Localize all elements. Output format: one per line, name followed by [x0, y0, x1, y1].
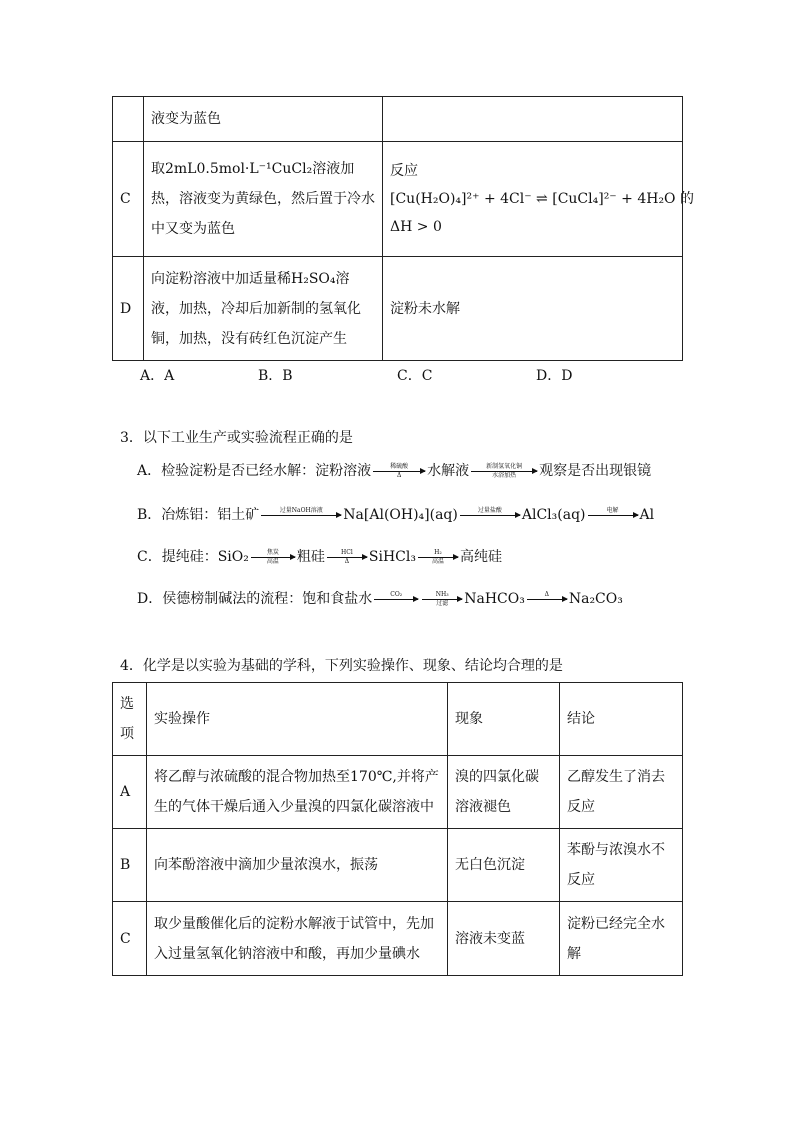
option-cell: D	[113, 257, 144, 361]
enthalpy-condition: ΔH > 0	[390, 219, 442, 235]
q4-table	[112, 682, 683, 976]
q2-table	[112, 96, 694, 361]
option-text: A．检验淀粉是否已经水解：淀粉溶液	[137, 463, 372, 479]
arrow-label-above: 焦炭	[266, 548, 279, 556]
reaction-arrow	[460, 507, 520, 524]
arrow-label-below: Δ	[396, 471, 402, 479]
reaction-arrow	[471, 463, 537, 480]
option-cell: B	[113, 829, 147, 902]
operation-cell: 将乙醇与浓硫酸的混合物加热至170℃,并将产生的气体干燥后通入少量溴的四氯化碳溶液中	[147, 756, 448, 829]
header-phenomenon: 现象	[448, 683, 560, 756]
arrow-label-below	[460, 516, 520, 524]
choice-a[interactable]: A．A	[140, 368, 175, 384]
arrow-label-above: 新制氢氧化铜	[486, 462, 523, 470]
conclusion-line: 反应	[390, 163, 418, 179]
header-option: 选项	[113, 683, 147, 756]
operation-cell: 取少量酸催化后的淀粉水解液于试管中，先加入过量氢氧化钠溶液中和酸，再加少量碘水	[147, 902, 448, 976]
phenomenon-cell: 无白色沉淀	[448, 829, 560, 902]
equilibrium-equation: [Cu(H₂O)₄]²⁺ + 4Cl⁻ ⇌ [CuCl₄]²⁻ + 4H₂O 的	[390, 191, 694, 207]
arrow-label-below: 水浴加热	[492, 471, 517, 479]
option-cell	[113, 97, 144, 142]
table-row	[113, 756, 683, 829]
reaction-arrow	[261, 507, 341, 524]
option-text: C．提纯硅：SiO₂	[137, 549, 249, 565]
choice-c[interactable]: C．C	[397, 368, 433, 384]
option-cell: A	[113, 756, 147, 829]
arrow-label-above: H₂	[434, 548, 442, 556]
arrow-label-above: Δ	[544, 590, 550, 598]
arrow-label-above: 过量NaOH溶液	[279, 506, 323, 514]
option-text: NaHCO₃	[464, 591, 525, 607]
option-text: Na[Al(OH)₄](aq)	[343, 507, 458, 523]
table-row	[113, 829, 683, 902]
arrow-label-above: CO₂	[390, 590, 403, 598]
conclusion-cell: 乙醇发生了消去反应	[560, 756, 683, 829]
arrow-label-below	[374, 600, 418, 608]
phenomenon-cell: 溶液未变蓝	[448, 902, 560, 976]
conclusion-cell: 苯酚与浓溴水不反应	[560, 829, 683, 902]
reaction-arrow	[588, 507, 638, 524]
reaction-arrow	[373, 463, 425, 480]
option-text: 高纯硅	[459, 549, 502, 565]
reaction-arrow	[422, 591, 462, 608]
header-conclusion: 结论	[560, 683, 683, 756]
conclusion-cell: 淀粉未水解	[383, 257, 683, 361]
arrow-label-below	[261, 516, 341, 524]
q3-option-d[interactable]	[137, 589, 623, 609]
q3-option-a[interactable]	[137, 461, 651, 481]
option-cell: C	[113, 902, 147, 976]
reaction-arrow	[251, 549, 295, 566]
reaction-arrow	[418, 549, 458, 566]
option-text: Al	[639, 507, 655, 523]
choice-b[interactable]: B．B	[258, 368, 293, 384]
choice-d[interactable]: D．D	[536, 368, 573, 384]
option-text: 粗硅	[296, 549, 325, 565]
option-text: SiHCl₃	[368, 549, 416, 565]
arrow-label-above: 过量盐酸	[477, 506, 502, 514]
table-row	[113, 257, 683, 361]
q3-title: 3．以下工业生产或实验流程正确的是	[120, 430, 353, 446]
option-text: 水解液	[427, 463, 470, 479]
q2-answer-choices	[140, 365, 660, 385]
table-row	[113, 97, 683, 142]
arrow-label-above: NH₃	[435, 590, 449, 598]
phenomenon-cell: 溴的四氯化碳溶液褪色	[448, 756, 560, 829]
arrow-label-above: 稀硫酸	[390, 462, 409, 470]
arrow-label-above: HCl	[341, 548, 353, 556]
conclusion-cell	[383, 142, 694, 257]
operation-cell: 取2mL0.5mol·L⁻¹CuCl₂溶液加热，溶液变为黄绿色，然后置于冷水中又变为蓝色	[144, 142, 383, 257]
option-text: B．冶炼铝：铝土矿	[137, 507, 260, 523]
conclusion-cell	[383, 97, 683, 142]
arrow-label-below: 过滤	[436, 599, 449, 607]
arrow-label-below: 高温	[266, 557, 279, 565]
option-text: AlCl₃(aq)	[521, 507, 586, 523]
table-header-row	[113, 683, 683, 756]
header-operation: 实验操作	[147, 683, 448, 756]
arrow-label-above: 电解	[606, 506, 619, 514]
q3-option-c[interactable]	[137, 547, 502, 567]
conclusion-cell: 淀粉已经完全水解	[560, 902, 683, 976]
arrow-label-below: Δ	[344, 557, 350, 565]
q3-option-b[interactable]	[137, 505, 654, 525]
operation-cell: 向苯酚溶液中滴加少量浓溴水，振荡	[147, 829, 448, 902]
arrow-label-below: 高温	[431, 557, 444, 565]
option-text: D．侯德榜制碱法的流程：饱和食盐水	[137, 591, 373, 607]
option-text: Na₂CO₃	[568, 591, 623, 607]
reaction-arrow	[527, 591, 567, 608]
q4-title: 4．化学是以实验为基础的学科，下列实验操作、现象、结论均合理的是	[120, 658, 563, 674]
table-row	[113, 902, 683, 976]
operation-cell: 向淀粉溶液中加适量稀H₂SO₄溶液，加热，冷却后加新制的氢氧化铜，加热，没有砖红色沉淀产生	[144, 257, 383, 361]
table-row	[113, 142, 683, 257]
reaction-arrow	[327, 549, 367, 566]
arrow-label-below	[527, 600, 567, 608]
reaction-arrow	[374, 591, 418, 608]
option-cell: C	[113, 142, 144, 257]
operation-cell: 液变为蓝色	[144, 97, 383, 142]
option-text: 观察是否出现银镜	[539, 463, 652, 479]
arrow-label-below	[588, 516, 638, 524]
